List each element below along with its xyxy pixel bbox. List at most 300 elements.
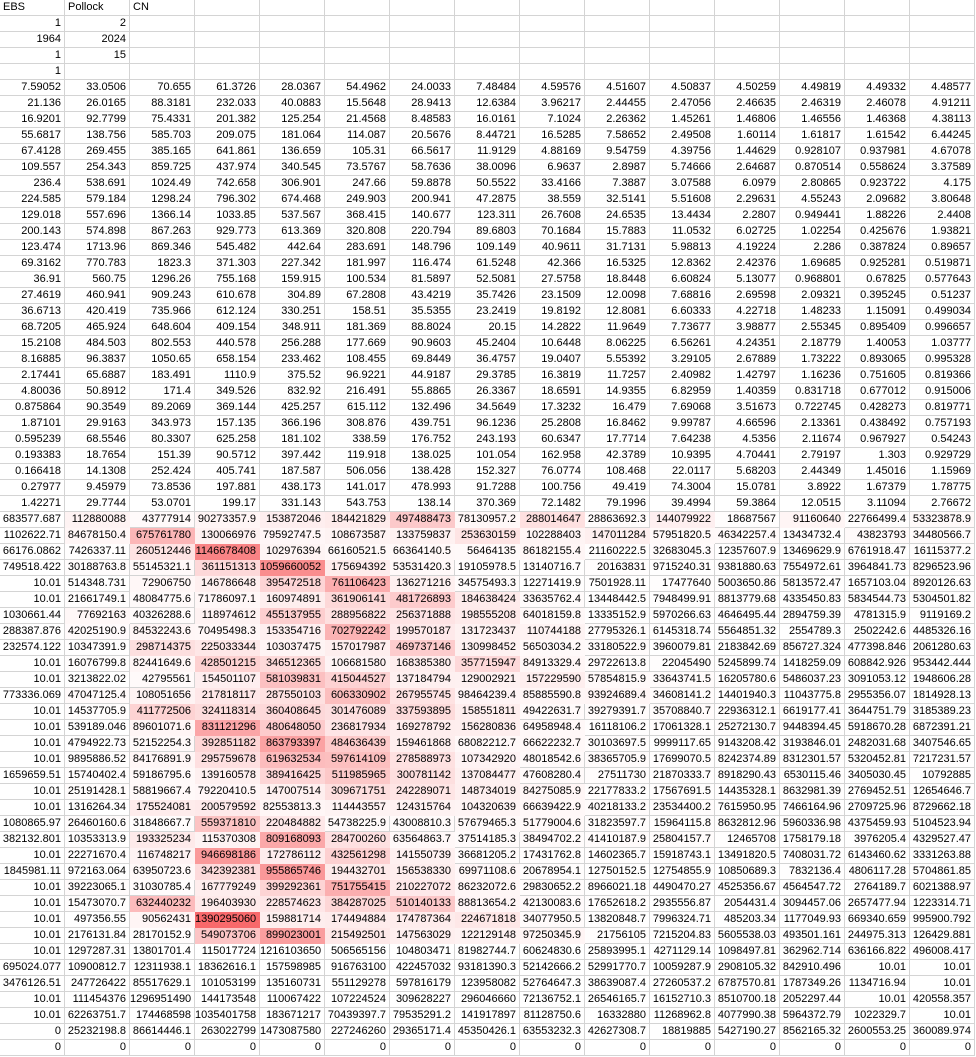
cell-r38c12[interactable]: 8813779.68 [715, 592, 780, 608]
cell-r17c10[interactable]: 16.5325 [585, 256, 650, 272]
cell-r51c1[interactable]: 10.01 [0, 800, 65, 816]
cell-r16c4[interactable]: 545.482 [195, 240, 260, 256]
cell-r55c10[interactable]: 12750152.5 [585, 864, 650, 880]
cell-r14c7[interactable]: 140.677 [390, 208, 455, 224]
cell-r13c1[interactable]: 224.585 [0, 192, 65, 208]
cell-r35c7[interactable]: 66364140.5 [390, 544, 455, 560]
cell-r13c12[interactable]: 2.29631 [715, 192, 780, 208]
cell-r56c2[interactable]: 39223065.1 [65, 880, 130, 896]
cell-r61c4[interactable]: 18362616.1 [195, 960, 260, 976]
cell-r12c5[interactable]: 306.901 [260, 176, 325, 192]
cell-r3c13[interactable] [780, 32, 845, 48]
cell-r48c11[interactable]: 17699070.5 [650, 752, 715, 768]
cell-r43c12[interactable]: 16205780.6 [715, 672, 780, 688]
cell-r32c4[interactable]: 199.17 [195, 496, 260, 512]
cell-r60c13[interactable]: 362962.714 [780, 944, 845, 960]
cell-r8c3[interactable]: 75.4331 [130, 112, 195, 128]
cell-r37c10[interactable]: 7501928.11 [585, 576, 650, 592]
cell-r46c11[interactable]: 17061328.1 [650, 720, 715, 736]
cell-r1c12[interactable] [715, 0, 780, 16]
cell-r54c8[interactable]: 36681205.2 [455, 848, 520, 864]
cell-r18c13[interactable]: 0.968801 [780, 272, 845, 288]
cell-r64c6[interactable]: 70439397.7 [325, 1008, 390, 1024]
cell-r18c7[interactable]: 81.5897 [390, 272, 455, 288]
cell-r41c1[interactable]: 232574.122 [0, 640, 65, 656]
cell-r51c9[interactable]: 66639422.9 [520, 800, 585, 816]
cell-r46c4[interactable]: 831121296 [195, 720, 260, 736]
cell-r64c14[interactable]: 1022329.7 [845, 1008, 910, 1024]
cell-r2c7[interactable] [390, 16, 455, 32]
cell-r17c14[interactable]: 0.925281 [845, 256, 910, 272]
cell-r57c1[interactable]: 10.01 [0, 896, 65, 912]
cell-r11c10[interactable]: 2.8987 [585, 160, 650, 176]
cell-r3c3[interactable] [130, 32, 195, 48]
cell-r16c5[interactable]: 442.64 [260, 240, 325, 256]
cell-r12c8[interactable]: 50.5522 [455, 176, 520, 192]
cell-r34c8[interactable]: 253630159 [455, 528, 520, 544]
cell-r30c14[interactable]: 1.45016 [845, 464, 910, 480]
cell-r52c9[interactable]: 51779004.6 [520, 816, 585, 832]
cell-r25c4[interactable]: 349.526 [195, 384, 260, 400]
cell-r60c8[interactable]: 81982744.7 [455, 944, 520, 960]
cell-r44c2[interactable]: 47047125.4 [65, 688, 130, 704]
cell-r27c14[interactable]: 0.438492 [845, 416, 910, 432]
cell-r40c5[interactable]: 153354716 [260, 624, 325, 640]
cell-r32c12[interactable]: 59.3864 [715, 496, 780, 512]
cell-r23c2[interactable]: 96.3837 [65, 352, 130, 368]
cell-r10c9[interactable]: 4.88169 [520, 144, 585, 160]
cell-r52c12[interactable]: 8632812.96 [715, 816, 780, 832]
cell-r59c4[interactable]: 549073706 [195, 928, 260, 944]
cell-r39c1[interactable]: 1030661.44 [0, 608, 65, 624]
cell-r19c2[interactable]: 460.941 [65, 288, 130, 304]
cell-r32c11[interactable]: 39.4994 [650, 496, 715, 512]
cell-r57c5[interactable]: 228574623 [260, 896, 325, 912]
cell-r52c14[interactable]: 4375459.93 [845, 816, 910, 832]
cell-r19c4[interactable]: 610.678 [195, 288, 260, 304]
cell-r19c15[interactable]: 0.51237 [910, 288, 975, 304]
cell-r4c9[interactable] [520, 48, 585, 64]
cell-r3c12[interactable] [715, 32, 780, 48]
cell-r25c13[interactable]: 0.831718 [780, 384, 845, 400]
cell-r58c15[interactable]: 995900.792 [910, 912, 975, 928]
cell-r53c7[interactable]: 63564863.7 [390, 832, 455, 848]
cell-r9c13[interactable]: 1.61817 [780, 128, 845, 144]
cell-r41c13[interactable]: 856727.324 [780, 640, 845, 656]
cell-r61c9[interactable]: 52142666.2 [520, 960, 585, 976]
cell-r6c11[interactable]: 4.50837 [650, 80, 715, 96]
cell-r18c8[interactable]: 52.5081 [455, 272, 520, 288]
cell-r62c8[interactable]: 123958082 [455, 976, 520, 992]
cell-r51c2[interactable]: 1316264.34 [65, 800, 130, 816]
cell-r47c10[interactable]: 30103697.5 [585, 736, 650, 752]
cell-r57c15[interactable]: 1223314.71 [910, 896, 975, 912]
cell-r25c3[interactable]: 171.4 [130, 384, 195, 400]
cell-r23c6[interactable]: 108.455 [325, 352, 390, 368]
cell-r23c7[interactable]: 69.8449 [390, 352, 455, 368]
cell-r43c13[interactable]: 5486037.23 [780, 672, 845, 688]
cell-r7c3[interactable]: 88.3181 [130, 96, 195, 112]
cell-r46c8[interactable]: 156280836 [455, 720, 520, 736]
cell-r1c11[interactable] [650, 0, 715, 16]
cell-r26c15[interactable]: 0.819771 [910, 400, 975, 416]
cell-r51c7[interactable]: 124315764 [390, 800, 455, 816]
cell-r49c11[interactable]: 21870333.7 [650, 768, 715, 784]
cell-r37c8[interactable]: 34575493.3 [455, 576, 520, 592]
cell-r7c13[interactable]: 2.46319 [780, 96, 845, 112]
cell-r36c15[interactable]: 8296523.96 [910, 560, 975, 576]
cell-r34c2[interactable]: 84678150.4 [65, 528, 130, 544]
cell-r26c14[interactable]: 0.428273 [845, 400, 910, 416]
cell-r48c10[interactable]: 38365705.9 [585, 752, 650, 768]
cell-r22c13[interactable]: 2.18779 [780, 336, 845, 352]
cell-r24c11[interactable]: 2.40982 [650, 368, 715, 384]
cell-r56c6[interactable]: 751755415 [325, 880, 390, 896]
cell-r3c6[interactable] [325, 32, 390, 48]
cell-r4c5[interactable] [260, 48, 325, 64]
cell-r64c9[interactable]: 81128750.6 [520, 1008, 585, 1024]
cell-r53c3[interactable]: 193325234 [130, 832, 195, 848]
cell-r38c10[interactable]: 13448442.5 [585, 592, 650, 608]
cell-r60c9[interactable]: 60624830.6 [520, 944, 585, 960]
cell-r30c9[interactable]: 76.0774 [520, 464, 585, 480]
cell-r30c12[interactable]: 5.68203 [715, 464, 780, 480]
cell-r10c10[interactable]: 9.54759 [585, 144, 650, 160]
cell-r6c6[interactable]: 54.4962 [325, 80, 390, 96]
cell-r46c7[interactable]: 169278792 [390, 720, 455, 736]
cell-r34c6[interactable]: 108673587 [325, 528, 390, 544]
cell-r41c12[interactable]: 2183842.69 [715, 640, 780, 656]
cell-r61c14[interactable]: 10.01 [845, 960, 910, 976]
cell-r33c6[interactable]: 184421829 [325, 512, 390, 528]
cell-r48c9[interactable]: 48018542.6 [520, 752, 585, 768]
cell-r31c12[interactable]: 15.0781 [715, 480, 780, 496]
cell-r5c9[interactable] [520, 64, 585, 80]
cell-r3c5[interactable] [260, 32, 325, 48]
cell-r50c15[interactable]: 12654646.7 [910, 784, 975, 800]
cell-r32c10[interactable]: 79.1996 [585, 496, 650, 512]
cell-r26c8[interactable]: 34.5649 [455, 400, 520, 416]
cell-r26c12[interactable]: 3.51673 [715, 400, 780, 416]
cell-r23c12[interactable]: 2.67889 [715, 352, 780, 368]
cell-r35c1[interactable]: 66176.0862 [0, 544, 65, 560]
cell-r9c6[interactable]: 114.087 [325, 128, 390, 144]
cell-r43c11[interactable]: 33643741.5 [650, 672, 715, 688]
cell-r45c9[interactable]: 49422631.7 [520, 704, 585, 720]
cell-r48c4[interactable]: 295759678 [195, 752, 260, 768]
cell-r16c9[interactable]: 40.9611 [520, 240, 585, 256]
cell-r16c12[interactable]: 4.19224 [715, 240, 780, 256]
cell-r58c10[interactable]: 13820848.7 [585, 912, 650, 928]
cell-r59c5[interactable]: 899023001 [260, 928, 325, 944]
cell-r40c15[interactable]: 4485326.16 [910, 624, 975, 640]
cell-r6c4[interactable]: 61.3726 [195, 80, 260, 96]
cell-r38c1[interactable]: 10.01 [0, 592, 65, 608]
cell-r66c3[interactable]: 0 [130, 1040, 195, 1056]
cell-r48c12[interactable]: 8242374.89 [715, 752, 780, 768]
cell-r21c15[interactable]: 0.996657 [910, 320, 975, 336]
cell-r3c7[interactable] [390, 32, 455, 48]
cell-r32c6[interactable]: 543.753 [325, 496, 390, 512]
cell-r61c3[interactable]: 12311938.1 [130, 960, 195, 976]
cell-r53c2[interactable]: 10353313.9 [65, 832, 130, 848]
cell-r60c5[interactable]: 1216103650 [260, 944, 325, 960]
cell-r8c12[interactable]: 1.46806 [715, 112, 780, 128]
cell-r17c9[interactable]: 42.366 [520, 256, 585, 272]
cell-r9c15[interactable]: 6.44245 [910, 128, 975, 144]
cell-r9c1[interactable]: 55.6817 [0, 128, 65, 144]
cell-r34c3[interactable]: 675761780 [130, 528, 195, 544]
cell-r65c3[interactable]: 86614446.1 [130, 1024, 195, 1040]
cell-r65c11[interactable]: 18819885 [650, 1024, 715, 1040]
cell-r30c11[interactable]: 22.0117 [650, 464, 715, 480]
cell-r48c5[interactable]: 619632534 [260, 752, 325, 768]
cell-r25c6[interactable]: 216.491 [325, 384, 390, 400]
cell-r44c13[interactable]: 11043775.8 [780, 688, 845, 704]
cell-r7c14[interactable]: 2.46078 [845, 96, 910, 112]
cell-r34c11[interactable]: 57951820.5 [650, 528, 715, 544]
cell-r15c14[interactable]: 0.425676 [845, 224, 910, 240]
cell-r16c7[interactable]: 148.796 [390, 240, 455, 256]
cell-r39c9[interactable]: 64018159.8 [520, 608, 585, 624]
cell-r66c6[interactable]: 0 [325, 1040, 390, 1056]
cell-r43c3[interactable]: 42795561 [130, 672, 195, 688]
cell-r33c10[interactable]: 28863692.3 [585, 512, 650, 528]
cell-r59c11[interactable]: 7215204.83 [650, 928, 715, 944]
cell-r29c2[interactable]: 18.7654 [65, 448, 130, 464]
cell-r7c15[interactable]: 4.91211 [910, 96, 975, 112]
cell-r24c9[interactable]: 16.3819 [520, 368, 585, 384]
cell-r34c12[interactable]: 46342257.4 [715, 528, 780, 544]
cell-r41c11[interactable]: 3960079.81 [650, 640, 715, 656]
cell-r22c8[interactable]: 45.2404 [455, 336, 520, 352]
cell-r19c1[interactable]: 27.4619 [0, 288, 65, 304]
cell-r40c2[interactable]: 42025190.9 [65, 624, 130, 640]
cell-r37c13[interactable]: 5813572.47 [780, 576, 845, 592]
cell-r60c3[interactable]: 13801701.4 [130, 944, 195, 960]
cell-r2c5[interactable] [260, 16, 325, 32]
cell-r4c8[interactable] [455, 48, 520, 64]
cell-r10c13[interactable]: 0.928107 [780, 144, 845, 160]
cell-r37c6[interactable]: 761106423 [325, 576, 390, 592]
cell-r3c8[interactable] [455, 32, 520, 48]
cell-r54c10[interactable]: 14602365.7 [585, 848, 650, 864]
cell-r14c8[interactable]: 123.311 [455, 208, 520, 224]
cell-r26c2[interactable]: 90.3549 [65, 400, 130, 416]
cell-r20c14[interactable]: 1.15091 [845, 304, 910, 320]
cell-r4c12[interactable] [715, 48, 780, 64]
cell-r36c9[interactable]: 13140716.7 [520, 560, 585, 576]
cell-r36c14[interactable]: 3964841.73 [845, 560, 910, 576]
cell-r2c15[interactable] [910, 16, 975, 32]
cell-r57c6[interactable]: 384287025 [325, 896, 390, 912]
cell-r49c4[interactable]: 139160578 [195, 768, 260, 784]
cell-r3c4[interactable] [195, 32, 260, 48]
cell-r22c1[interactable]: 15.2108 [0, 336, 65, 352]
cell-r28c3[interactable]: 80.3307 [130, 432, 195, 448]
cell-r2c12[interactable] [715, 16, 780, 32]
cell-r31c3[interactable]: 73.8536 [130, 480, 195, 496]
cell-r46c6[interactable]: 236817934 [325, 720, 390, 736]
cell-r5c7[interactable] [390, 64, 455, 80]
cell-r55c1[interactable]: 1845981.11 [0, 864, 65, 880]
cell-r2c4[interactable] [195, 16, 260, 32]
cell-r41c8[interactable]: 130998452 [455, 640, 520, 656]
cell-r59c10[interactable]: 21756105 [585, 928, 650, 944]
cell-r33c9[interactable]: 288014647 [520, 512, 585, 528]
cell-r43c9[interactable]: 157229590 [520, 672, 585, 688]
cell-r25c8[interactable]: 26.3367 [455, 384, 520, 400]
cell-r44c10[interactable]: 93924689.4 [585, 688, 650, 704]
cell-r20c8[interactable]: 23.2419 [455, 304, 520, 320]
cell-r51c11[interactable]: 23534400.2 [650, 800, 715, 816]
cell-r48c8[interactable]: 107342920 [455, 752, 520, 768]
cell-r27c3[interactable]: 343.973 [130, 416, 195, 432]
cell-r59c1[interactable]: 10.01 [0, 928, 65, 944]
cell-r40c10[interactable]: 27795326.1 [585, 624, 650, 640]
cell-r22c2[interactable]: 484.503 [65, 336, 130, 352]
cell-r47c11[interactable]: 9999117.65 [650, 736, 715, 752]
cell-r3c9[interactable] [520, 32, 585, 48]
cell-r14c1[interactable]: 129.018 [0, 208, 65, 224]
cell-r15c9[interactable]: 70.1684 [520, 224, 585, 240]
cell-r27c15[interactable]: 0.757193 [910, 416, 975, 432]
cell-r20c6[interactable]: 158.51 [325, 304, 390, 320]
cell-r12c4[interactable]: 742.658 [195, 176, 260, 192]
cell-r36c12[interactable]: 9381880.63 [715, 560, 780, 576]
cell-r11c7[interactable]: 58.7636 [390, 160, 455, 176]
cell-r5c3[interactable] [130, 64, 195, 80]
cell-r60c11[interactable]: 4271129.14 [650, 944, 715, 960]
cell-r12c3[interactable]: 1024.49 [130, 176, 195, 192]
cell-r28c13[interactable]: 2.11674 [780, 432, 845, 448]
cell-r16c11[interactable]: 5.98813 [650, 240, 715, 256]
cell-r12c13[interactable]: 2.80865 [780, 176, 845, 192]
cell-r53c5[interactable]: 809168093 [260, 832, 325, 848]
cell-r36c13[interactable]: 7554972.61 [780, 560, 845, 576]
cell-r15c4[interactable]: 929.773 [195, 224, 260, 240]
cell-r18c1[interactable]: 36.91 [0, 272, 65, 288]
cell-r50c8[interactable]: 148734019 [455, 784, 520, 800]
cell-r48c1[interactable]: 10.01 [0, 752, 65, 768]
cell-r33c1[interactable]: 683577.687 [0, 512, 65, 528]
cell-r39c4[interactable]: 118974612 [195, 608, 260, 624]
cell-r9c4[interactable]: 209.075 [195, 128, 260, 144]
cell-r40c1[interactable]: 288387.876 [0, 624, 65, 640]
cell-r21c8[interactable]: 20.15 [455, 320, 520, 336]
cell-r47c9[interactable]: 66622232.7 [520, 736, 585, 752]
cell-r14c6[interactable]: 368.415 [325, 208, 390, 224]
cell-r4c4[interactable] [195, 48, 260, 64]
cell-r24c13[interactable]: 1.16236 [780, 368, 845, 384]
cell-r52c6[interactable]: 54738225.9 [325, 816, 390, 832]
cell-r63c7[interactable]: 309628227 [390, 992, 455, 1008]
cell-r64c12[interactable]: 4077990.38 [715, 1008, 780, 1024]
cell-r30c3[interactable]: 252.424 [130, 464, 195, 480]
cell-r63c10[interactable]: 26546165.7 [585, 992, 650, 1008]
cell-r39c12[interactable]: 4646495.44 [715, 608, 780, 624]
cell-r25c10[interactable]: 14.9355 [585, 384, 650, 400]
cell-r53c10[interactable]: 41410187.9 [585, 832, 650, 848]
cell-r17c5[interactable]: 227.342 [260, 256, 325, 272]
cell-r2c8[interactable] [455, 16, 520, 32]
cell-r31c6[interactable]: 141.017 [325, 480, 390, 496]
cell-r43c10[interactable]: 57854815.9 [585, 672, 650, 688]
cell-r51c14[interactable]: 2709725.96 [845, 800, 910, 816]
cell-r16c10[interactable]: 31.7131 [585, 240, 650, 256]
cell-r54c13[interactable]: 7408031.72 [780, 848, 845, 864]
cell-r60c7[interactable]: 104803471 [390, 944, 455, 960]
cell-r9c11[interactable]: 2.49508 [650, 128, 715, 144]
cell-r25c1[interactable]: 4.80036 [0, 384, 65, 400]
cell-r62c9[interactable]: 52764647.3 [520, 976, 585, 992]
cell-r47c6[interactable]: 484636439 [325, 736, 390, 752]
cell-r23c1[interactable]: 8.16885 [0, 352, 65, 368]
cell-r11c3[interactable]: 859.725 [130, 160, 195, 176]
cell-r28c12[interactable]: 4.5356 [715, 432, 780, 448]
cell-r35c2[interactable]: 7426337.11 [65, 544, 130, 560]
cell-r42c10[interactable]: 29722613.8 [585, 656, 650, 672]
cell-r47c3[interactable]: 52152254.3 [130, 736, 195, 752]
cell-r23c10[interactable]: 5.55392 [585, 352, 650, 368]
cell-r9c5[interactable]: 181.064 [260, 128, 325, 144]
cell-r33c4[interactable]: 90273357.9 [195, 512, 260, 528]
cell-r4c15[interactable] [910, 48, 975, 64]
cell-r35c14[interactable]: 6761918.47 [845, 544, 910, 560]
cell-r60c6[interactable]: 506565156 [325, 944, 390, 960]
cell-r48c14[interactable]: 5320452.81 [845, 752, 910, 768]
cell-r52c4[interactable]: 559371810 [195, 816, 260, 832]
cell-r27c7[interactable]: 439.751 [390, 416, 455, 432]
cell-r30c10[interactable]: 108.468 [585, 464, 650, 480]
cell-r20c12[interactable]: 4.22718 [715, 304, 780, 320]
cell-r1c2[interactable]: Pollock [65, 0, 130, 16]
cell-r33c15[interactable]: 53323878.9 [910, 512, 975, 528]
cell-r8c15[interactable]: 4.38113 [910, 112, 975, 128]
cell-r66c13[interactable]: 0 [780, 1040, 845, 1056]
cell-r61c5[interactable]: 157598985 [260, 960, 325, 976]
cell-r32c9[interactable]: 72.1482 [520, 496, 585, 512]
cell-r29c12[interactable]: 4.70441 [715, 448, 780, 464]
cell-r12c14[interactable]: 0.923722 [845, 176, 910, 192]
cell-r19c10[interactable]: 12.0098 [585, 288, 650, 304]
cell-r46c5[interactable]: 480648050 [260, 720, 325, 736]
cell-r4c10[interactable] [585, 48, 650, 64]
cell-r41c2[interactable]: 10347391.9 [65, 640, 130, 656]
cell-r7c8[interactable]: 12.6384 [455, 96, 520, 112]
cell-r50c1[interactable]: 10.01 [0, 784, 65, 800]
cell-r16c13[interactable]: 2.286 [780, 240, 845, 256]
cell-r41c3[interactable]: 298714375 [130, 640, 195, 656]
cell-r31c4[interactable]: 197.881 [195, 480, 260, 496]
cell-r40c11[interactable]: 6145318.74 [650, 624, 715, 640]
cell-r19c9[interactable]: 23.1509 [520, 288, 585, 304]
cell-r36c2[interactable]: 30188763.8 [65, 560, 130, 576]
cell-r11c11[interactable]: 5.74666 [650, 160, 715, 176]
cell-r64c13[interactable]: 5964372.79 [780, 1008, 845, 1024]
cell-r29c13[interactable]: 2.79197 [780, 448, 845, 464]
cell-r17c12[interactable]: 2.42376 [715, 256, 780, 272]
cell-r63c9[interactable]: 72136752.1 [520, 992, 585, 1008]
cell-r26c6[interactable]: 615.112 [325, 400, 390, 416]
cell-r45c6[interactable]: 301476089 [325, 704, 390, 720]
cell-r31c10[interactable]: 49.419 [585, 480, 650, 496]
cell-r65c7[interactable]: 29365171.4 [390, 1024, 455, 1040]
cell-r23c9[interactable]: 19.0407 [520, 352, 585, 368]
cell-r13c15[interactable]: 3.80648 [910, 192, 975, 208]
cell-r11c1[interactable]: 109.557 [0, 160, 65, 176]
cell-r55c8[interactable]: 69971108.6 [455, 864, 520, 880]
